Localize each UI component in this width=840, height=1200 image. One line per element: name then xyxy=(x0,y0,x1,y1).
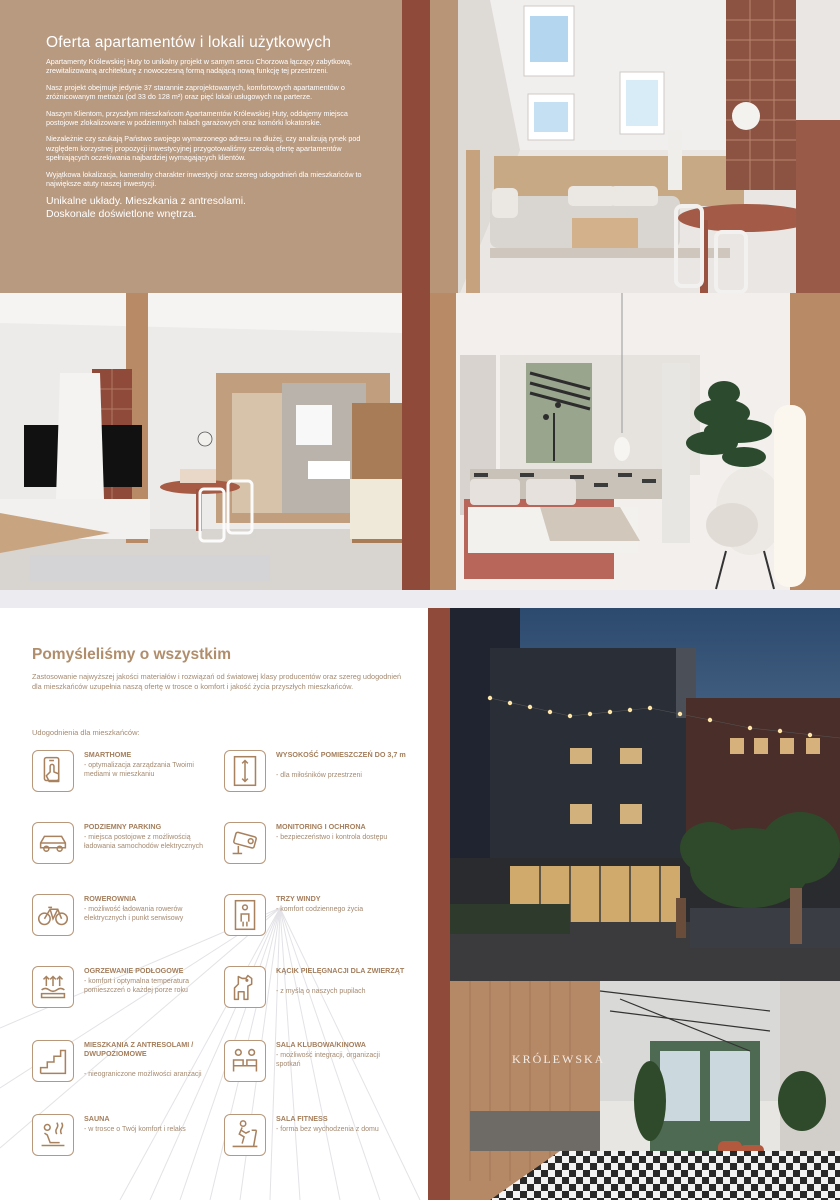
amenity-desc: - optymalizacja zarządzania Twoimi mediami w mieszkaniu xyxy=(84,762,194,778)
amenity-monitoring xyxy=(224,822,404,868)
amenity-name: SALA KLUBOWA/KINOWA xyxy=(276,1040,366,1049)
amenity-name: WYSOKOŚĆ POMIESZCZEŃ DO 3,7 m xyxy=(276,750,406,759)
amenity-parking xyxy=(32,822,212,868)
amenities-subtitle: Udogodnienia dla mieszkańców: xyxy=(32,728,140,737)
amenity-mezzanine xyxy=(32,1040,212,1086)
car-icon xyxy=(32,822,74,864)
amenity-name: TRZY WINDY xyxy=(276,894,321,903)
amenity-desc: - bezpieczeństwo i kontrola dostępu xyxy=(276,834,388,841)
mezzanine-apartment-photo xyxy=(0,293,402,590)
amenity-desc: - nieograniczone możliwości aranżacji xyxy=(84,1071,202,1078)
amenities-lead: Zastosowanie najwyższej jakości materiałów i rozwiązań od światowej klasy producentów oraz szereg udogodnień dla mieszkańców uzupełnia naszą ofertę w trosce o komfort i jakość życia przyszłych mieszkańców. xyxy=(32,672,402,691)
amenity-sauna xyxy=(32,1114,212,1160)
amenity-desc: - dla miłośników przestrzeni xyxy=(276,772,362,779)
intro-title: Oferta apartamentów i lokali użytkowych xyxy=(46,34,332,51)
amenity-bike-room xyxy=(32,894,212,940)
page-separator xyxy=(0,590,840,608)
amenity-name: SAUNA xyxy=(84,1114,110,1123)
elevator-icon xyxy=(224,894,266,936)
stairs-icon xyxy=(32,1040,74,1082)
cctv-camera-icon xyxy=(224,822,266,864)
amenity-elevators xyxy=(224,894,404,940)
amenity-name: OGRZEWANIE PODŁOGOWE xyxy=(84,966,184,975)
amenity-room-height xyxy=(224,750,404,796)
intro-panel xyxy=(0,0,402,293)
club-sofa-icon xyxy=(224,1040,266,1082)
amenity-club-room xyxy=(224,1040,404,1086)
bicycle-icon xyxy=(32,894,74,936)
lobby-sign-text: KRÓLEWSKA xyxy=(512,1052,606,1066)
intro-paragraph: Apartamenty Królewskiej Huty to unikalny projekt w samym sercu Chorzowa łączący zabytkową, zrewitalizowaną architekturę z nowoczesną formą nadającą nową funkcję tej przestrzeni. xyxy=(46,57,352,76)
amenity-desc: - w trosce o Twój komfort i relaks xyxy=(84,1126,186,1133)
room-height-icon xyxy=(224,750,266,792)
amenity-desc: - komfort i optymalna temperatura pomieszczeń o każdej porze roku xyxy=(84,978,190,994)
amenity-name: ROWEROWNIA xyxy=(84,894,137,903)
smartphone-hand-icon xyxy=(32,750,74,792)
dog-icon xyxy=(224,966,266,1008)
sauna-icon xyxy=(32,1114,74,1156)
amenity-desc: - miejsca postojowe z możliwością ładowania samochodów elektrycznych xyxy=(84,834,204,850)
bedroom-photo xyxy=(430,293,840,590)
living-room-photo xyxy=(430,0,840,293)
amenity-name: MONITORING I OCHRONA xyxy=(276,822,366,831)
amenities-title: Pomyśleliśmy o wszystkim xyxy=(32,646,232,663)
tagline-line-2: Doskonale doświetlone wnętrza. xyxy=(46,208,197,221)
treadmill-icon xyxy=(224,1114,266,1156)
courtyard-night-photo xyxy=(450,608,840,981)
decorative-strip xyxy=(428,608,450,1200)
decorative-strip xyxy=(402,0,430,293)
amenity-desc: - komfort codziennego życia xyxy=(276,906,364,913)
amenity-name: SALA FITNESS xyxy=(276,1114,328,1123)
tagline-line-1: Unikalne układy. Mieszkania z antresolami. xyxy=(46,195,246,208)
amenity-name: KĄCIK PIELĘGNACJI DLA ZWIERZĄT xyxy=(276,966,405,975)
intro-tagline xyxy=(46,195,376,221)
amenity-desc: - z myślą o naszych pupilach xyxy=(276,988,366,995)
amenity-desc: - możliwość ładowania rowerów elektrycznych i punkt serwisowy xyxy=(84,906,184,922)
amenity-desc: - forma bez wychodzenia z domu xyxy=(276,1126,379,1133)
amenity-name: MIESZKANIA Z ANTRESOLAMI / DWUPOZIOMOWE xyxy=(84,1040,194,1058)
amenity-fitness xyxy=(224,1114,404,1160)
amenity-smarthome xyxy=(32,750,212,796)
amenities-panel xyxy=(0,608,428,1200)
amenity-name: PODZIEMNY PARKING xyxy=(84,822,162,831)
amenity-floor-heating xyxy=(32,966,212,1012)
amenity-name: SMARTHOME xyxy=(84,750,132,759)
intro-paragraph: Naszym Klientom, przyszłym mieszkańcom Apartamentów Królewskiej Huty, oddajemy miejsca postojowe zlokalizowane w podziemnych halach garażowych oraz komórki lokatorskie. xyxy=(46,108,348,128)
intro-paragraph: Niezależnie czy szukają Państwo swojego wymarzonego adresu na dłużej, czy analizują rynek pod względem korzystnej propozycji inwestycyjnej przygotowaliśmy szeroką ofertę apartamentów spełniających oczekiwania najbardziej wymagających klientów. xyxy=(46,134,361,163)
intro-paragraph: Nasz projekt obejmuje jedynie 37 starannie zaprojektowanych, komfortowych apartamentów o zróżnicowanym metrażu (od 33 do 128 m²) oraz pięć lokali usługowych na parterze. xyxy=(46,82,345,102)
amenity-pet-care xyxy=(224,966,404,1012)
amenity-desc: - możliwość integracji, organizacji spotkań xyxy=(276,1052,380,1068)
decorative-strip xyxy=(402,293,430,590)
lobby-photo xyxy=(450,981,840,1200)
floor-heating-icon xyxy=(32,966,74,1008)
intro-paragraph: Wyjątkowa lokalizacja, kameralny charakter inwestycji oraz szereg udogodnień dla mieszkańców to największe atuty naszej inwestycji. xyxy=(46,169,362,189)
